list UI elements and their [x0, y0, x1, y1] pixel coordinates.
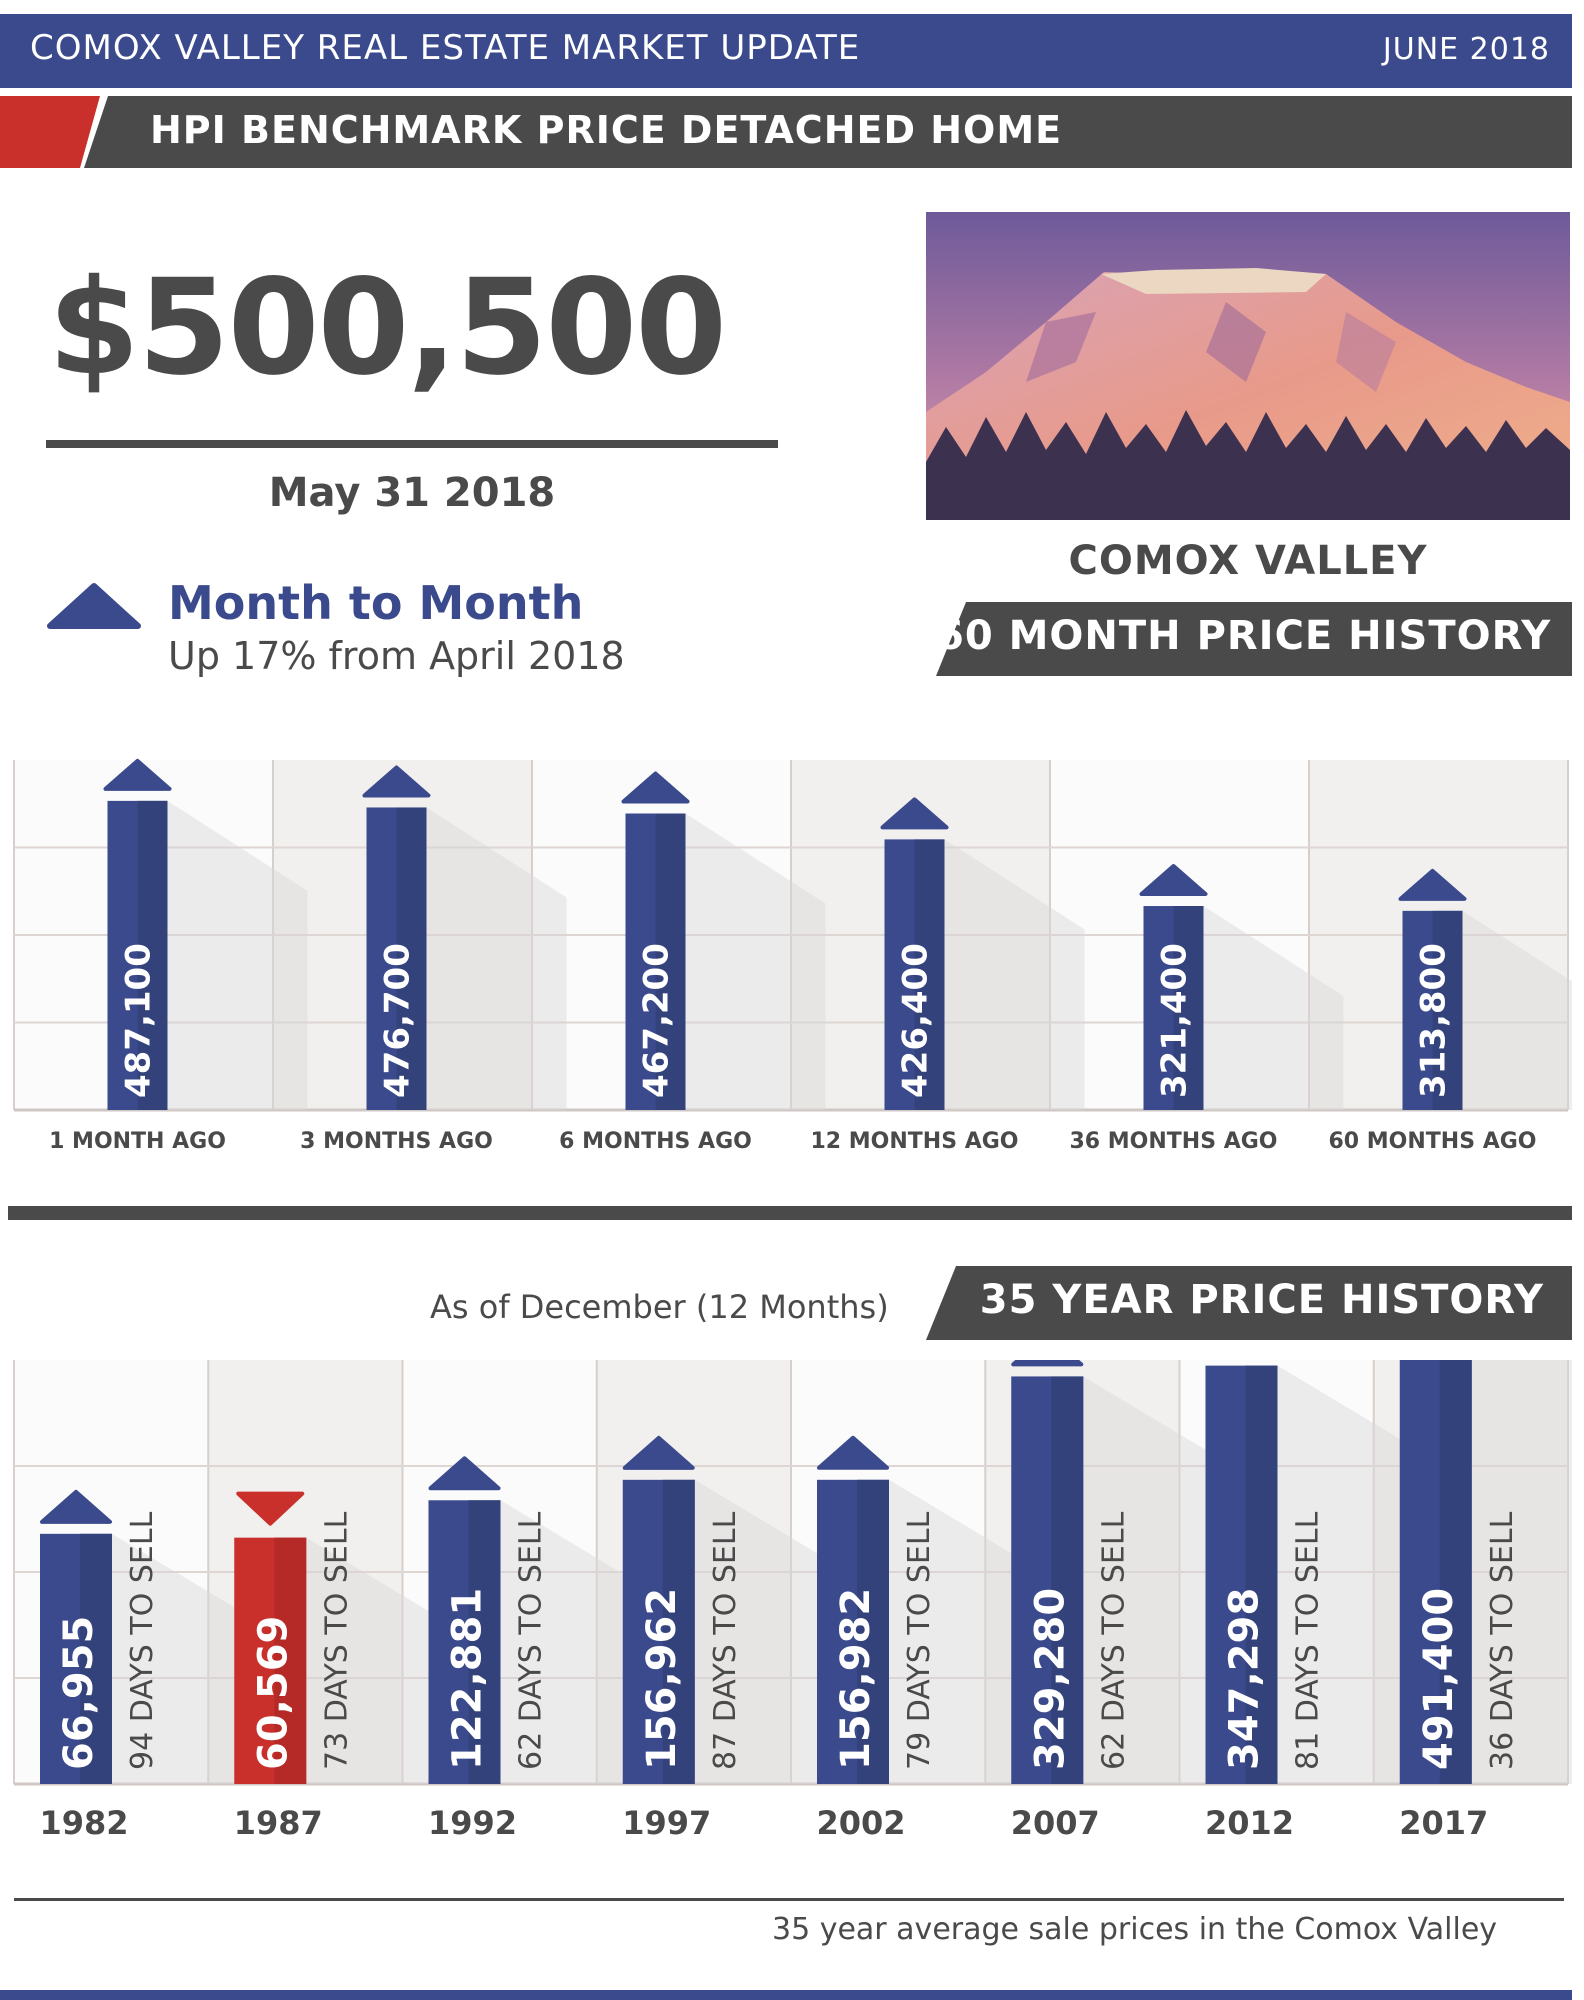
days-to-sell-label: 62 DAYS TO SELL — [1096, 1511, 1132, 1770]
year-label: 1997 — [622, 1804, 712, 1842]
bar-value-label: 487,100 — [118, 943, 159, 1098]
days-to-sell-label: 62 DAYS TO SELL — [513, 1511, 549, 1770]
bar-value-label: 66,955 — [56, 1615, 102, 1770]
bar-value-label: 467,200 — [636, 943, 677, 1098]
footer-note: 35 year average sale prices in the Comox Valley — [772, 1912, 1498, 1947]
section-divider — [8, 1206, 1572, 1220]
category-label: 1 MONTH AGO — [49, 1129, 226, 1154]
hpi-section-title: HPI BENCHMARK PRICE DETACHED HOME — [150, 108, 1063, 152]
bar-value-label: 347,298 — [1221, 1587, 1268, 1770]
report-date: JUNE 2018 — [1382, 32, 1550, 67]
bar-value-label: 491,400 — [1415, 1587, 1462, 1770]
footer-bar — [0, 1990, 1572, 2000]
page-title: COMOX VALLEY REAL ESTATE MARKET UPDATE — [30, 28, 861, 68]
category-label: 60 MONTHS AGO — [1328, 1129, 1537, 1154]
days-to-sell-label: 73 DAYS TO SELL — [319, 1511, 355, 1770]
year-label: 1987 — [233, 1804, 323, 1842]
60-month-chart — [0, 740, 1572, 1160]
header-bar — [0, 14, 1572, 88]
bar-value-label: 321,400 — [1154, 943, 1195, 1098]
month-to-month-change: Up 17% from April 2018 — [168, 634, 625, 678]
year-label: 2012 — [1204, 1804, 1295, 1842]
bar-value-label: 426,400 — [895, 943, 936, 1098]
days-to-sell-label: 94 DAYS TO SELL — [125, 1511, 160, 1770]
banner-red-accent — [0, 96, 100, 168]
year-label: 2002 — [816, 1804, 906, 1842]
chart-subtitle: As of December (12 Months) — [430, 1288, 889, 1326]
days-to-sell-label: 36 DAYS TO SELL — [1484, 1511, 1520, 1770]
60-month-title: 60 MONTH PRICE HISTORY — [936, 613, 1552, 659]
year-label: 2007 — [1010, 1804, 1100, 1842]
year-label: 1982 — [39, 1804, 129, 1842]
bar-value-label: 156,982 — [833, 1587, 879, 1770]
days-to-sell-label: 81 DAYS TO SELL — [1290, 1511, 1326, 1770]
bar-value-label: 60,569 — [250, 1615, 297, 1770]
category-label: 36 MONTHS AGO — [1069, 1129, 1278, 1154]
year-label: 2017 — [1399, 1804, 1489, 1842]
days-to-sell-label: 87 DAYS TO SELL — [707, 1511, 743, 1770]
month-to-month-heading: Month to Month — [168, 576, 584, 630]
bar-value-label: 156,962 — [638, 1587, 685, 1770]
year-label: 1992 — [427, 1804, 518, 1842]
price-date: May 31 2018 — [268, 470, 556, 516]
bar-value-label: 329,280 — [1027, 1587, 1074, 1770]
category-label: 12 MONTHS AGO — [810, 1129, 1019, 1154]
region-label: COMOX VALLEY — [1068, 538, 1428, 584]
up-arrow-icon — [44, 580, 144, 630]
bar-value-label: 313,800 — [1413, 943, 1454, 1098]
35-year-title: 35 YEAR PRICE HISTORY — [979, 1277, 1544, 1323]
bar-value-label: 122,881 — [444, 1587, 491, 1770]
35-year-chart — [0, 1360, 1572, 1870]
up-arrow-icon — [1013, 1360, 1081, 1364]
price-divider — [46, 440, 778, 448]
mountain-illustration — [926, 212, 1570, 520]
bar-value-label: 476,700 — [377, 943, 418, 1098]
days-to-sell-label: 79 DAYS TO SELL — [902, 1511, 937, 1770]
category-label: 3 MONTHS AGO — [300, 1129, 493, 1154]
category-label: 6 MONTHS AGO — [559, 1129, 752, 1154]
benchmark-price: $500,500 — [48, 251, 726, 405]
footer-divider — [14, 1898, 1564, 1901]
